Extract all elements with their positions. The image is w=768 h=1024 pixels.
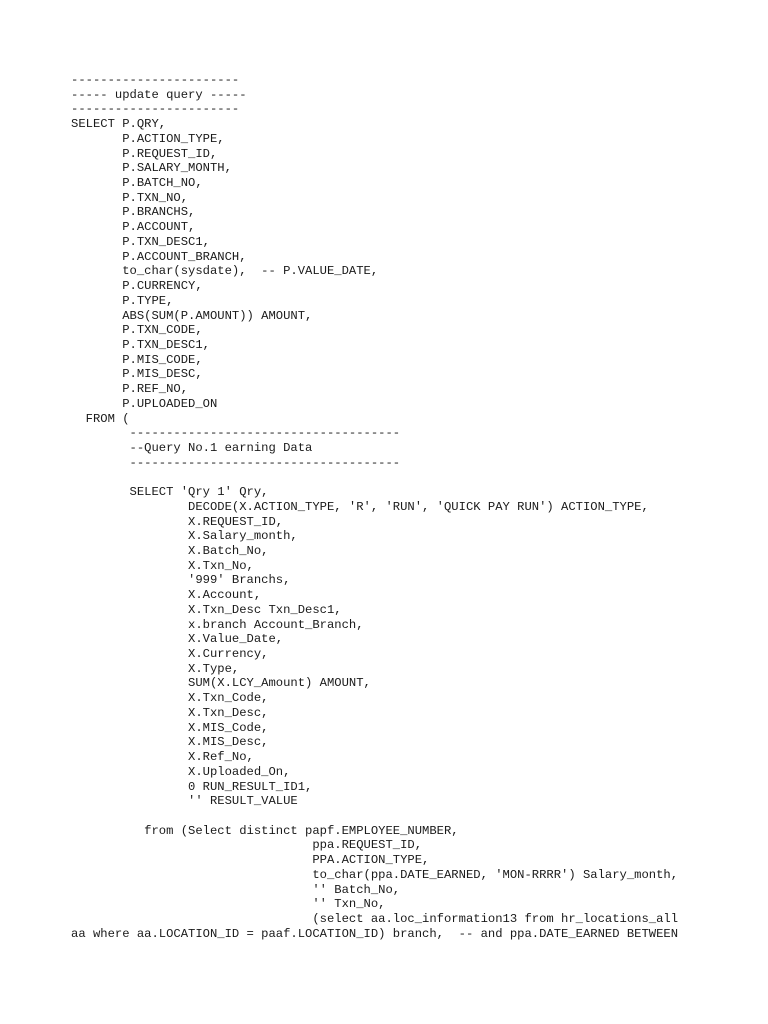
code-line: X.Txn_Desc Txn_Desc1, xyxy=(71,602,342,617)
code-line: P.MIS_DESC, xyxy=(71,367,203,382)
code-line: X.Txn_No, xyxy=(71,558,254,573)
sql-code-block xyxy=(71,73,678,941)
code-line: 0 RUN_RESULT_ID1, xyxy=(71,779,313,794)
code-line: P.ACCOUNT_BRANCH, xyxy=(71,249,247,264)
code-line: X.Account, xyxy=(71,588,262,603)
code-line: PPA.ACTION_TYPE, xyxy=(71,853,430,868)
code-line: X.Type, xyxy=(71,661,240,676)
code-line: X.REQUEST_ID, xyxy=(71,514,284,529)
code-line: ABS(SUM(P.AMOUNT)) AMOUNT, xyxy=(71,308,313,323)
code-line: SELECT 'Qry 1' Qry, xyxy=(71,485,269,500)
code-line: P.SALARY_MONTH, xyxy=(71,161,232,176)
code-line: P.TXN_NO, xyxy=(71,190,189,205)
code-line: '999' Branchs, xyxy=(71,573,291,588)
code-line: '' RESULT_VALUE xyxy=(71,794,298,809)
code-line: P.UPLOADED_ON xyxy=(71,396,218,411)
code-line: P.REF_NO, xyxy=(71,382,189,397)
code-line: ----------------------- xyxy=(71,73,240,87)
code-line: X.Ref_No, xyxy=(71,750,254,765)
code-line: to_char(sysdate), -- P.VALUE_DATE, xyxy=(71,264,379,279)
code-line: X.Salary_month, xyxy=(71,529,298,544)
code-line: --Query No.1 earning Data xyxy=(71,440,313,455)
code-line: P.TXN_DESC1, xyxy=(71,234,210,249)
code-line: X.Batch_No, xyxy=(71,544,269,558)
code-line: P.ACCOUNT, xyxy=(71,220,196,235)
code-line: aa where aa.LOCATION_ID = paaf.LOCATION_ID) branch, -- and ppa.DATE_EARNED BETWEEN xyxy=(71,926,679,941)
code-line: P.TYPE, xyxy=(71,293,174,308)
code-line: x.branch Account_Branch, xyxy=(71,617,364,632)
code-line: ppa.REQUEST_ID, xyxy=(71,838,423,853)
code-line: from (Select distinct papf.EMPLOYEE_NUMBER, xyxy=(71,823,459,838)
code-line: SELECT P.QRY, xyxy=(71,117,167,132)
code-line: P.MIS_CODE, xyxy=(71,352,203,367)
code-line: P.CURRENCY, xyxy=(71,279,203,294)
code-line: P.TXN_DESC1, xyxy=(71,337,210,352)
code-line: X.Value_Date, xyxy=(71,632,284,647)
code-line: '' Txn_No, xyxy=(71,897,386,912)
code-line: DECODE(X.ACTION_TYPE, 'R', 'RUN', 'QUICK PAY RUN') ACTION_TYPE, xyxy=(71,499,649,514)
code-line: ------------------------------------- xyxy=(71,455,401,470)
code-line: P.BRANCHS, xyxy=(71,205,196,220)
code-line: X.MIS_Code, xyxy=(71,720,269,735)
code-line: X.Txn_Desc, xyxy=(71,705,269,720)
code-line: to_char(ppa.DATE_EARNED, 'MON-RRRR') Salary_month, xyxy=(71,867,679,882)
code-line: X.Currency, xyxy=(71,647,269,662)
code-line: P.ACTION_TYPE, xyxy=(71,131,225,146)
code-line: ------------------------------------- xyxy=(71,426,401,441)
code-line: FROM ( xyxy=(71,411,130,426)
code-line: P.TXN_CODE, xyxy=(71,323,203,338)
code-line: ----------------------- xyxy=(71,102,240,117)
code-line xyxy=(71,470,678,485)
code-line: P.REQUEST_ID, xyxy=(71,146,218,161)
code-line: (select aa.loc_information13 from hr_locations_all xyxy=(71,911,679,926)
code-line xyxy=(71,809,678,824)
code-line: X.Uploaded_On, xyxy=(71,764,291,779)
code-line: ----- update query ----- xyxy=(71,87,247,102)
code-line: X.MIS_Desc, xyxy=(71,735,269,750)
code-line: X.Txn_Code, xyxy=(71,691,269,706)
code-line: P.BATCH_NO, xyxy=(71,176,203,191)
code-line: '' Batch_No, xyxy=(71,882,401,897)
code-line: SUM(X.LCY_Amount) AMOUNT, xyxy=(71,676,371,691)
